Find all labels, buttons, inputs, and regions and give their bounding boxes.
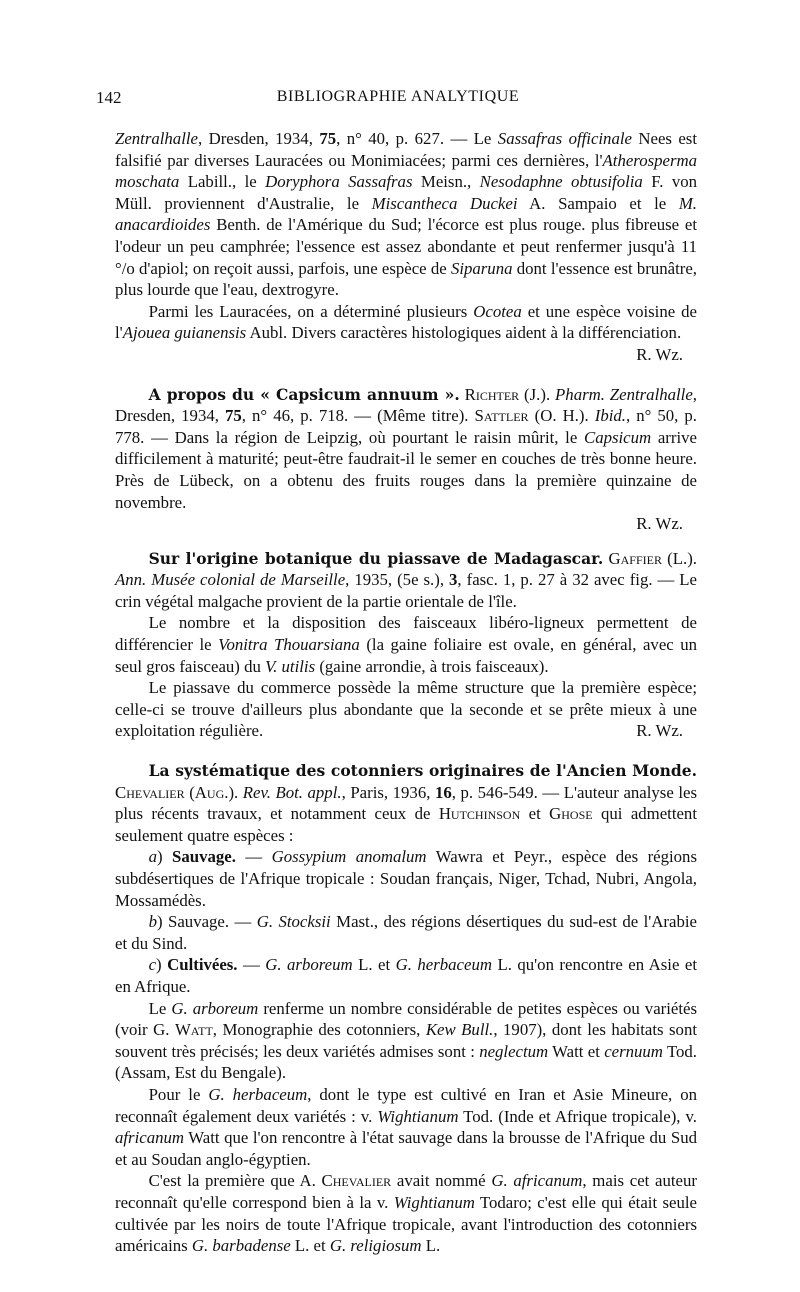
- text-run: Tod. (Assam, Est du Bengale).: [115, 1041, 697, 1083]
- italic-text: M. anacardioides: [115, 193, 697, 235]
- text-run: et: [520, 804, 550, 824]
- page-header: [96, 88, 700, 116]
- text-run: L. et: [290, 1236, 330, 1256]
- text-run: , p. 546-549. — L'auteur analyse les plus récents travaux, et notamment ceux de: [115, 782, 697, 824]
- text-run: —: [237, 955, 266, 975]
- small-caps-text: Hutchinson: [438, 804, 521, 824]
- small-caps-text: Gaffier: [608, 548, 662, 568]
- text-run: Watt que l'on rencontre à l'état sauvage dans la brousse de l'Afrique du Sud et au Soudan anglo-égyptien.: [115, 1128, 697, 1169]
- text-run: renferme un nombre considérable de petites espèces ou variétés (voir G.: [115, 998, 697, 1040]
- article-sassafras: [115, 128, 697, 366]
- italic-text: G. herbaceum: [395, 955, 492, 975]
- running-title: BIBLIOGRAPHIE ANALYTIQUE: [276, 88, 520, 105]
- paragraph: [115, 1170, 697, 1256]
- text-run: L. et: [352, 955, 396, 975]
- text-run: L. qu'on rencontre en Asie et en Afrique.: [115, 955, 697, 996]
- small-caps-text: Chevalier: [115, 782, 185, 802]
- text-run: A. Sampaio et le: [517, 193, 679, 213]
- article-title: La systématique des cotonniers originaires de l'Ancien Monde.: [148, 761, 697, 781]
- text-run: , Dresden, 1934,: [115, 384, 697, 426]
- italic-text: V. utilis: [265, 656, 316, 676]
- paragraph: [115, 128, 697, 301]
- italic-text: Capsicum: [584, 427, 652, 447]
- italic-text: neglectum: [479, 1041, 549, 1061]
- paragraph: [115, 760, 697, 846]
- text-run: (L.).: [661, 548, 697, 568]
- italic-text: c: [148, 955, 157, 975]
- text-run: dont l'essence est brunâtre, plus lourde que l'eau, dextrogyre.: [115, 258, 697, 300]
- text-run: (: [184, 782, 195, 802]
- italic-text: Ibid.: [594, 406, 626, 426]
- signature: R. Wz.: [636, 344, 683, 364]
- italic-text: Miscantheca Duckei: [371, 193, 518, 213]
- italic-text: africanum: [115, 1128, 184, 1148]
- text-run: Tod. (Inde et Afrique tropicale), v.: [458, 1106, 698, 1126]
- paragraph: [115, 677, 697, 742]
- small-caps-text: Sattler: [474, 406, 529, 426]
- italic-text: Siparuna: [450, 258, 513, 278]
- text-run: , fasc. 1, p. 27 à 32 avec fig. — Le crin végétal malgache provient de la partie orientale de l'île.: [115, 570, 697, 611]
- text-run: ): [156, 955, 168, 975]
- text-run: (J.).: [519, 384, 556, 404]
- small-caps-text: Aug: [194, 782, 225, 802]
- italic-text: Nesodaphne obtusifolia: [479, 172, 643, 192]
- italic-text: Wightianum: [377, 1106, 459, 1126]
- text-run: C'est la première que A.: [148, 1171, 322, 1191]
- text-run: , Paris, 1936,: [341, 782, 435, 802]
- text-run: ): [156, 847, 173, 867]
- text-run: Nees est falsifié par diverses Lauracées ou Monimiacées; parmi ces dernières, l': [115, 129, 697, 170]
- page-number: 142: [96, 88, 122, 107]
- bold-text: 75: [319, 129, 337, 148]
- italic-text: Atherosperma moschata: [115, 150, 697, 192]
- italic-text: G. arboreum: [265, 955, 353, 975]
- bold-text: Sauvage.: [172, 847, 236, 867]
- paragraph: [115, 954, 697, 997]
- text-run: (la gaine foliaire est ovale, en général, avec un seul gros faisceau) du: [115, 635, 698, 676]
- text-run: , Dresden, 1934,: [197, 129, 320, 148]
- page-body: [115, 128, 697, 1257]
- text-run: , dont le type est cultivé en Iran et Asie Mineure, on reconnaît également deux variétés : v.: [115, 1084, 697, 1126]
- text-run: , n° 40, p. 627. — Le: [336, 129, 498, 148]
- italic-text: Zentralhalle: [115, 129, 198, 148]
- small-caps-text: Chevalier: [321, 1171, 392, 1191]
- paragraph: [115, 998, 697, 1084]
- italic-text: a: [148, 847, 157, 867]
- bold-text: 75: [225, 406, 242, 426]
- italic-text: b: [148, 912, 157, 932]
- text-run: Wawra et Peyr., espèce des régions subdésertiques de l'Afrique tropicale : Soudan français, Niger, Tchad, Nubri, Angola, Mossamédès.: [115, 847, 697, 910]
- paragraph: [115, 384, 697, 514]
- paragraph: [115, 301, 697, 344]
- bold-text: 3: [449, 570, 458, 590]
- italic-text: Wightianum: [393, 1192, 475, 1212]
- paragraph: [115, 846, 697, 911]
- text-run: , 1907), dont les habitats sont souvent très précisés; les deux variétés admises sont :: [115, 1020, 698, 1061]
- text-run: ) Sauvage. —: [156, 912, 257, 932]
- article-cotonniers: [115, 760, 697, 1257]
- text-run: avait nommé: [391, 1171, 492, 1191]
- text-run: , n° 50, p. 778. — Dans la région de Leipzig, où pourtant le raisin mûrit, le: [115, 406, 698, 447]
- text-run: qui admettent seulement quatre espèces :: [115, 804, 697, 845]
- italic-text: Ann. Musée colonial de Marseille: [115, 570, 346, 590]
- italic-text: G. religiosum: [329, 1236, 422, 1256]
- small-caps-text: Ghose: [549, 804, 593, 824]
- paragraph: [115, 911, 697, 954]
- text-run: Le piassave du commerce possède la même structure que la première espèce; celle-ci se trouve d'ailleurs plus abondante que la seconde et se prête mieux à une exploitation régulière.: [115, 678, 697, 741]
- italic-text: G. barbadense: [191, 1236, 291, 1256]
- italic-text: Ocotea: [473, 301, 522, 321]
- italic-text: Sassafras officinale: [497, 129, 632, 148]
- text-run: L.: [421, 1236, 441, 1256]
- paragraph: [115, 1084, 697, 1170]
- text-run: Mast., des régions désertiques du sud-est de l'Arabie et du Sind.: [115, 912, 697, 953]
- text-run: Le nombre et la disposition des faisceaux libéro-ligneux permettent de différencier le: [115, 613, 697, 655]
- article-capsicum: [115, 384, 697, 535]
- text-run: Le: [148, 998, 172, 1018]
- italic-text: G. arboreum: [171, 998, 259, 1018]
- italic-text: Pharm. Zentralhalle: [555, 384, 693, 404]
- small-caps-text: Richter: [464, 384, 520, 404]
- text-run: , Monographie des cotonniers,: [212, 1020, 426, 1040]
- bold-text: Cultivées.: [167, 955, 238, 975]
- text-run: , n° 46, p. 718. — (Même titre).: [241, 406, 475, 426]
- signature: R. Wz.: [636, 514, 683, 534]
- article-piassave: [115, 548, 697, 742]
- bold-text: 16: [434, 782, 452, 802]
- text-run: , 1935, (5e s.),: [345, 570, 450, 590]
- italic-text: Doryphora Sassafras: [265, 172, 413, 192]
- text-run: Aubl. Divers caractères histologiques aident à la différenciation.: [246, 323, 682, 343]
- text-run: F. von Müll. proviennent d'Australie, le: [115, 172, 698, 213]
- text-run: Todaro; c'est elle qui était seule cultivée par les noirs de toute l'Afrique tropicale, avant l'introduction des cotonniers américains: [115, 1192, 697, 1256]
- paragraph: [115, 612, 697, 677]
- text-run: .).: [224, 782, 243, 802]
- text-run: —: [235, 847, 272, 867]
- article-title: A propos du « Capsicum annuum ».: [148, 384, 460, 404]
- text-run: et une espèce voisine de l': [115, 301, 697, 343]
- paragraph: [115, 548, 697, 613]
- italic-text: G. Stocksii: [256, 912, 331, 932]
- italic-text: Kew Bull.: [425, 1020, 494, 1040]
- italic-text: Vonitra Thouarsiana: [218, 635, 360, 655]
- text-run: (O. H.).: [528, 406, 595, 426]
- signature: R. Wz.: [636, 721, 683, 741]
- text-run: , mais cet auteur reconnaît qu'elle correspond bien à la v.: [115, 1171, 697, 1212]
- text-run: Labill., le: [179, 172, 266, 192]
- article-title: Sur l'origine botanique du piassave de Madagascar.: [148, 548, 604, 568]
- italic-text: Gossypium anomalum: [271, 847, 427, 867]
- text-run: Watt et: [548, 1041, 605, 1061]
- text-run: Parmi les Lauracées, on a déterminé plusieurs: [148, 301, 474, 321]
- italic-text: Ajouea guianensis: [122, 323, 247, 343]
- italic-text: Rev. Bot. appl.: [242, 782, 342, 802]
- text-run: Pour le: [148, 1084, 209, 1104]
- text-run: Meisn.,: [412, 172, 480, 192]
- text-run: arrive difficilement à maturité; peut-être faudrait-il le semer en couches de très bonne heure. Près de Lübeck, on a obtenu des fruits rouges dans la première quinzaine de novembre.: [115, 427, 697, 512]
- italic-text: G. herbaceum: [208, 1084, 308, 1104]
- italic-text: G. africanum: [491, 1171, 583, 1191]
- small-caps-text: Watt: [174, 1020, 213, 1040]
- text-run: (gaine arrondie, à trois faisceaux).: [315, 656, 549, 676]
- italic-text: cernuum: [604, 1041, 663, 1061]
- text-run: Benth. de l'Amérique du Sud; l'écorce est plus rouge. plus fibreuse et l'odeur un peu camphrée; l'essence est assez abondante et peut renfermer jusqu'à 11 °/o d'apiol; on reçoit aussi, parfois, une espèce de: [115, 215, 697, 278]
